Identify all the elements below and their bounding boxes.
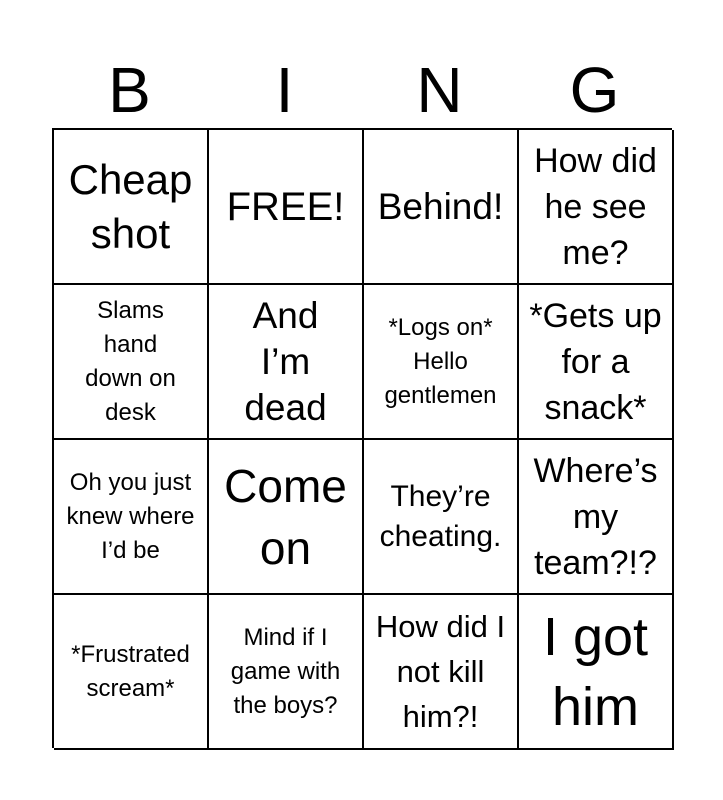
cell-text: FREE! <box>226 184 345 229</box>
cell-text: *Logs on* Hello gentlemen <box>384 313 497 409</box>
cell-text: Where’s my team?!? <box>533 451 658 582</box>
bingo-cell[interactable] <box>209 440 364 595</box>
bingo-cell[interactable] <box>54 285 209 440</box>
bingo-cell[interactable] <box>519 440 674 595</box>
cell-text: Behind! <box>377 185 504 227</box>
cell-text: How did he see me? <box>534 141 657 272</box>
bingo-cell[interactable] <box>54 130 209 285</box>
cell-text: How did I not kill him?! <box>375 609 506 734</box>
bingo-cell[interactable] <box>364 595 519 750</box>
bingo-cell[interactable] <box>519 595 674 750</box>
bingo-cell[interactable] <box>519 130 674 285</box>
cell-text: *Gets up for a snack* <box>529 296 662 427</box>
cell-text: Cheap shot <box>68 155 193 257</box>
cell-text: I got him <box>542 606 649 737</box>
cell-text: Come on <box>224 459 347 574</box>
cell-text: And I’m dead <box>244 294 327 428</box>
cell-text: Oh you just knew where I’d be <box>66 468 195 564</box>
bingo-cell[interactable] <box>54 440 209 595</box>
bingo-cell[interactable] <box>209 595 364 750</box>
bingo-cell-free[interactable] <box>209 130 364 285</box>
bingo-cell[interactable] <box>209 285 364 440</box>
header-letter-g: G <box>569 54 620 126</box>
bingo-cell[interactable] <box>519 285 674 440</box>
cell-text: Slams hand down on desk <box>85 296 176 426</box>
bingo-board <box>52 128 672 748</box>
header-letter-n: N <box>416 54 463 126</box>
bingo-cell[interactable] <box>364 285 519 440</box>
bingo-cell[interactable] <box>364 440 519 595</box>
bingo-cell[interactable] <box>364 130 519 285</box>
header-letter-b: B <box>108 54 151 126</box>
bingo-cell[interactable] <box>54 595 209 750</box>
bingo-header <box>52 52 672 128</box>
header-letter-i: I <box>275 54 294 126</box>
cell-text: *Frustrated scream* <box>71 640 190 702</box>
cell-text: Mind if I game with the boys? <box>230 623 341 719</box>
cell-text: They’re cheating. <box>379 479 502 553</box>
